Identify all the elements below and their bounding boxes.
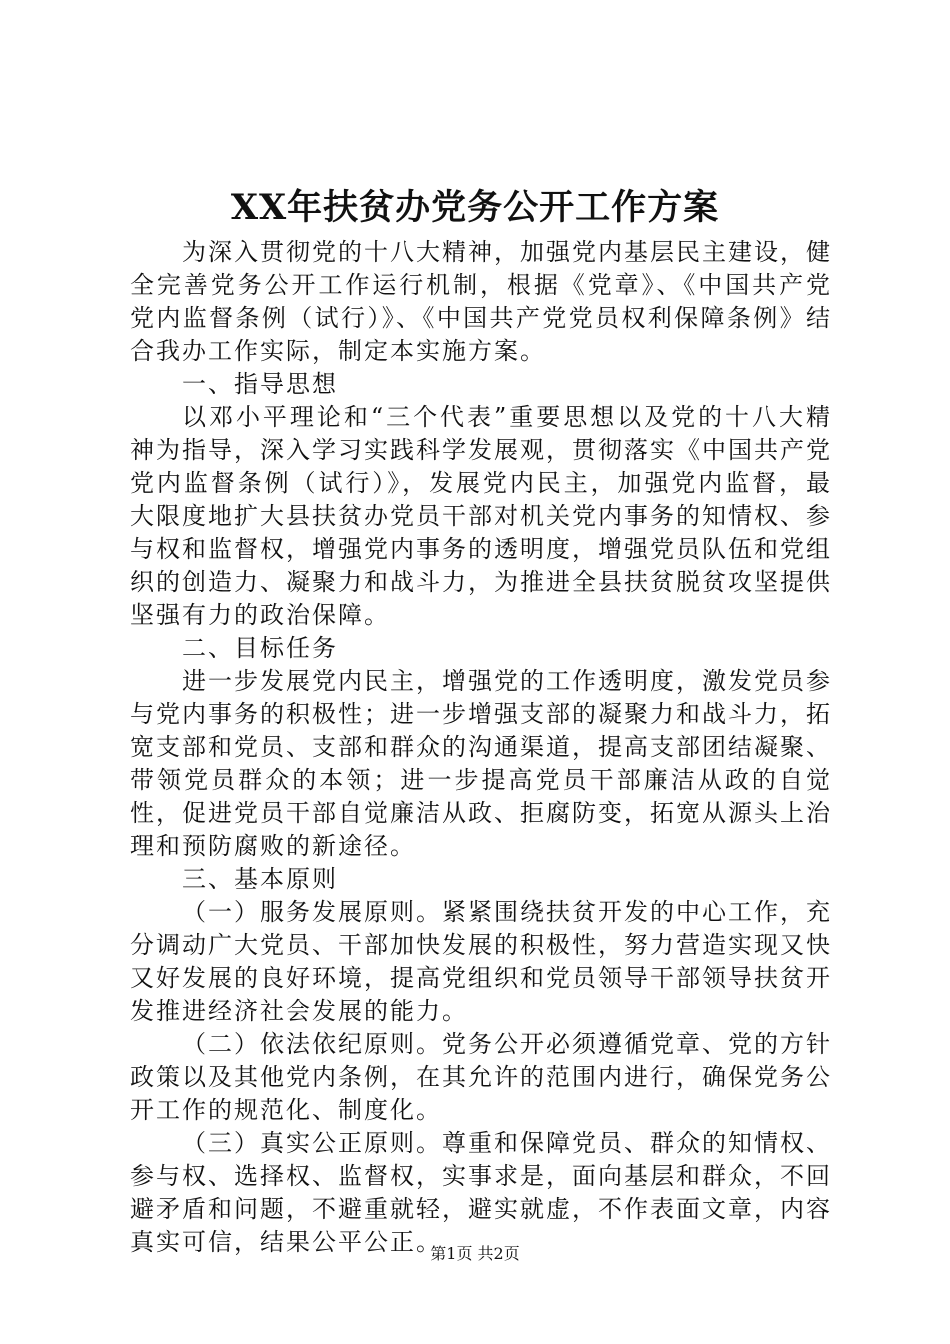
section-heading-basic-principles: 三、基本原则 — [182, 865, 338, 893]
principle-paragraph-service: （一）服务发展原则。紧紧围绕扶贫开发的中心工作，充分调动广大党员、干部加快发展的积极性，努力营造实现又快又好发展的良好环境，提高党组织和党员领导干部领导扶贫开发推进经济社会发展的能力。 — [130, 898, 832, 1025]
page-number-footer: 第1页 共2页 — [430, 1244, 520, 1263]
document-body — [130, 236, 832, 1259]
section-paragraph: 进一步发展党内民主，增强党的工作透明度，激发党员参与党内事务的积极性；进一步增强支部的凝聚力和战斗力，拓宽支部和党员、支部和群众的沟通渠道，提高支部团结凝聚、带领党员群众的本领；进一步提高党员干部廉洁从政的自觉性，促进党员干部自觉廉洁从政、拒腐防变，拓宽从源头上治理和预防腐败的新途径。 — [130, 667, 832, 860]
document-title: XX年扶贫办党务公开工作方案 — [230, 187, 720, 228]
section-heading-goals-tasks: 二、目标任务 — [182, 634, 338, 662]
principle-paragraph-truth: （三）真实公正原则。尊重和保障党员、群众的知情权、参与权、选择权、监督权，实事求是，面向基层和群众，不回避矛盾和问题，不避重就轻，避实就虚，不作表面文章，内容真实可信，结果公平公正。 — [130, 1129, 832, 1256]
principle-paragraph-law: （二）依法依纪原则。党务公开必须遵循党章、党的方针政策以及其他党内条例，在其允许的范围内进行，确保党务公开工作的规范化、制度化。 — [130, 1030, 832, 1124]
intro-paragraph: 为深入贯彻党的十八大精神，加强党内基层民主建设，健全完善党务公开工作运行机制，根据《党章》、《中国共产党党内监督条例（试行）》、《中国共产党党员权利保障条例》结合我办工作实际，制定本实施方案。 — [130, 238, 832, 365]
section-heading-guiding-ideology: 一、指导思想 — [182, 370, 338, 398]
section-paragraph: 以邓小平理论和“三个代表”重要思想以及党的十八大精神为指导，深入学习实践科学发展观，贯彻落实《中国共产党党内监督条例（试行）》，发展党内民主，加强党内监督，最大限度地扩大县扶贫办党员干部对机关党内事务的知情权、参与权和监督权，增强党内事务的透明度，增强党员队伍和党组织的创造力、凝聚力和战斗力，为推进全县扶贫脱贫攻坚提供坚强有力的政治保障。 — [130, 403, 832, 629]
